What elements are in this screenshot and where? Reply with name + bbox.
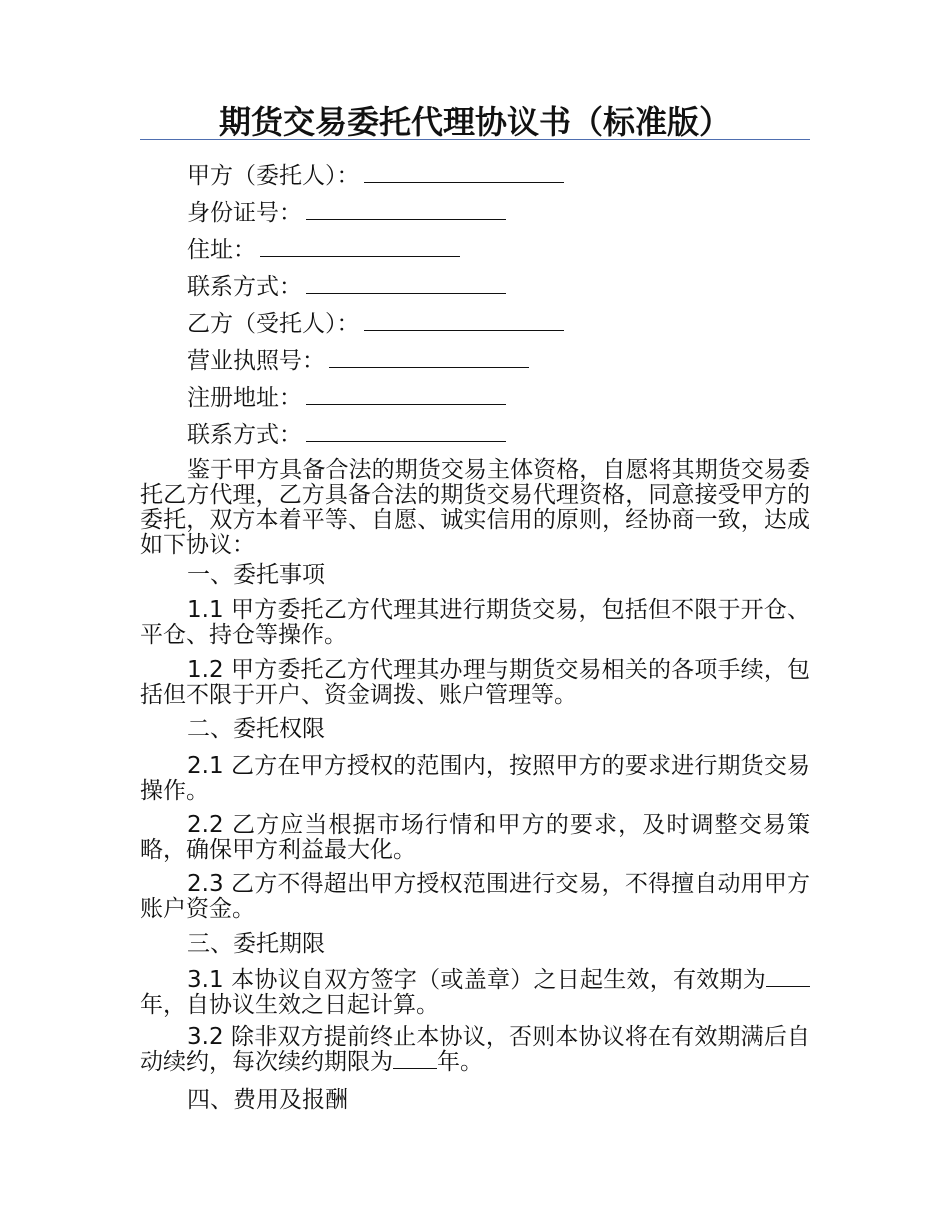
clause-3-2 [140,1025,810,1075]
contact-b-blank [306,419,506,442]
registered-address-blank [306,382,506,405]
clause-2-1: 2.1 乙方在甲方授权的范围内，按照甲方的要求进行期货交易操作。 [140,753,810,804]
section-2-heading: 二、委托权限 [187,716,325,742]
intro-paragraph: 鉴于甲方具备合法的期货交易主体资格，自愿将其期货交易委托乙方代理，乙方具备合法的期货交易代理资格，同意接受甲方的委托，双方本着平等、自愿、诚实信用的原则，经协商一致，达成如下协议： [140,457,810,558]
address-blank [260,234,460,257]
party-a-blank [364,160,564,183]
party-b-field [187,308,564,339]
license-number-blank [329,345,529,368]
term-years-blank [766,968,810,987]
license-number-label: 营业执照号： [187,348,325,374]
party-a-field [187,160,564,191]
id-number-label: 身份证号： [187,200,302,226]
clause-3-2-text-a: 3.2 除非双方提前终止本协议，否则本协议将在有效期满后自动续约，每次续约期限为 [140,1024,810,1075]
address-label: 住址： [187,237,256,263]
clause-2-2: 2.2 乙方应当根据市场行情和甲方的要求，及时调整交易策略，确保甲方利益最大化。 [140,812,810,863]
registered-address-label: 注册地址： [187,385,302,411]
id-number-field [187,197,506,228]
clause-3-2-text-b: 年。 [437,1049,483,1075]
party-b-label: 乙方（受托人）： [187,311,360,337]
contact-a-label: 联系方式： [187,274,302,300]
clause-1-1: 1.1 甲方委托乙方代理其进行期货交易，包括但不限于开仓、平仓、持仓等操作。 [140,597,810,648]
id-number-blank [306,197,506,220]
clause-2-3: 2.3 乙方不得超出甲方授权范围进行交易，不得擅自动用甲方账户资金。 [140,871,810,922]
section-4-heading: 四、费用及报酬 [187,1087,348,1113]
section-3-heading: 三、委托期限 [187,931,325,957]
contact-b-label: 联系方式： [187,422,302,448]
document-title: 期货交易委托代理协议书（标准版） [218,103,731,141]
contact-a-blank [306,271,506,294]
registered-address-field [187,382,506,413]
party-b-blank [364,308,564,331]
clause-3-1-text-b: 年，自协议生效之日起计算。 [140,992,439,1018]
renewal-years-blank [393,1050,437,1069]
party-a-label: 甲方（委托人）： [187,163,360,189]
clause-3-1 [140,968,810,1018]
address-field [187,234,460,265]
license-number-field [187,345,529,376]
title-underline [140,139,810,140]
contact-a-field [187,271,506,302]
clause-3-1-text-a: 3.1 本协议自双方签字（或盖章）之日起生效，有效期为 [187,967,766,993]
section-1-heading: 一、委托事项 [187,562,325,588]
clause-1-2: 1.2 甲方委托乙方代理其办理与期货交易相关的各项手续，包括但不限于开户、资金调拨、账户管理等。 [140,657,810,708]
contact-b-field [187,419,506,450]
